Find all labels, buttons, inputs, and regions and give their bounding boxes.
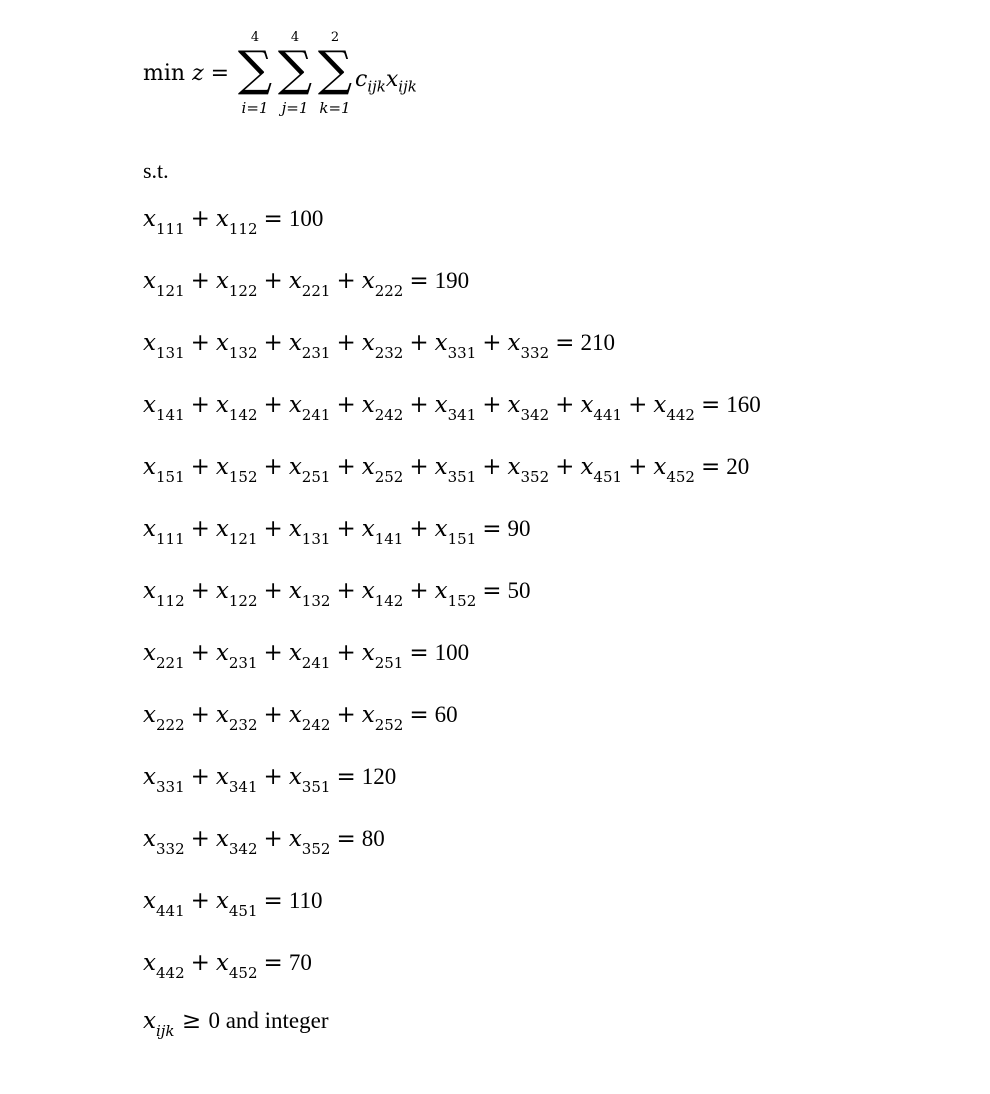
variable-term: $x_{452}$ xyxy=(215,950,258,982)
plus-sign: + xyxy=(409,392,429,418)
equals-sign: = xyxy=(409,702,429,728)
rhs-value: 190 xyxy=(434,268,470,293)
plus-sign: + xyxy=(336,702,356,728)
equals-sign: = xyxy=(263,950,283,976)
variable-term: $x_{442}$ xyxy=(143,950,185,982)
variable-term: $x_{442}$ xyxy=(653,392,695,424)
plus-sign: + xyxy=(190,268,210,294)
variable-term: $x_{222}$ xyxy=(143,702,185,734)
variable-term: $x_{151}$ xyxy=(143,454,185,486)
plus-sign: + xyxy=(409,578,429,604)
plus-sign: + xyxy=(482,454,502,480)
equals-sign: = xyxy=(482,516,502,542)
document-body xyxy=(143,30,943,1044)
variable-term: $x_{152}$ xyxy=(215,454,258,486)
equals-sign: = xyxy=(482,578,502,604)
plus-sign: + xyxy=(409,330,429,356)
variable-term: $x_{242}$ xyxy=(361,392,404,424)
sum-lower-limit: k=1 xyxy=(319,99,351,117)
sigma-symbol: ∑ xyxy=(237,41,273,97)
variable-term: $x_{441}$ xyxy=(580,392,623,424)
sum-over-k xyxy=(315,30,355,118)
rhs-value: 70 xyxy=(288,950,312,975)
subject-to-label: s.t. xyxy=(143,158,169,183)
equals-sign: = xyxy=(700,454,721,480)
plus-sign: + xyxy=(555,454,575,480)
plus-sign: + xyxy=(336,268,356,294)
equals-sign: = xyxy=(263,206,283,232)
sum-upper-limit: 2 xyxy=(330,30,340,45)
variable-term: $x_{241}$ xyxy=(288,640,331,672)
variable-term: $x_{451}$ xyxy=(215,888,258,920)
variable-term: $x_{142}$ xyxy=(361,578,404,610)
variable-term: $x_{451}$ xyxy=(580,454,623,486)
sum-lower-limit: i=1 xyxy=(241,99,269,117)
variable-term: $x_{122}$ xyxy=(215,268,258,300)
plus-sign: + xyxy=(190,764,210,790)
plus-sign: + xyxy=(190,330,210,356)
rhs-value: 100 xyxy=(434,640,470,665)
plus-sign: + xyxy=(628,392,648,418)
plus-sign: + xyxy=(628,454,648,480)
variable-term: $x_{111}$ xyxy=(143,206,185,238)
plus-sign: + xyxy=(263,454,283,480)
variable-term: $x_{232}$ xyxy=(361,330,404,362)
plus-sign: + xyxy=(190,454,210,480)
variable-term: $x_{111}$ xyxy=(143,516,185,548)
plus-sign: + xyxy=(190,950,210,976)
plus-sign: + xyxy=(336,454,356,480)
rhs-value: 60 xyxy=(434,702,458,727)
sum-lower-limit: j=1 xyxy=(281,99,309,117)
constraint-row xyxy=(143,638,943,700)
equals-sign: = xyxy=(409,640,429,666)
constraint-row xyxy=(143,824,943,886)
plus-sign: + xyxy=(263,516,283,542)
constraint-row xyxy=(143,948,943,1010)
plus-sign: + xyxy=(190,206,210,232)
variable-term: $x_{352}$ xyxy=(288,826,331,858)
plus-sign: + xyxy=(263,330,283,356)
constraint-row xyxy=(143,328,943,390)
rhs-value: 50 xyxy=(507,578,531,603)
plus-sign: + xyxy=(190,888,210,914)
variable-term: $x_{441}$ xyxy=(143,888,185,920)
variable-term: $x_{342}$ xyxy=(507,392,550,424)
rhs-value: 160 xyxy=(726,392,761,417)
constraint-row xyxy=(143,204,943,266)
plus-sign: + xyxy=(482,392,502,418)
variable-term: $x_{221}$ xyxy=(143,640,185,672)
variable-term: $x_{231}$ xyxy=(215,640,258,672)
constraint-row xyxy=(143,700,943,762)
plus-sign: + xyxy=(482,330,502,356)
nonnegativity-constraint: $x_{ijk} \ge 0$ and integer xyxy=(143,1008,329,1040)
plus-sign: + xyxy=(409,454,429,480)
plus-sign: + xyxy=(336,392,356,418)
variable-term: $x_{251}$ xyxy=(288,454,331,486)
variable-term: $x_{222}$ xyxy=(361,268,404,300)
variable-term: $x_{132}$ xyxy=(215,330,258,362)
variable-term: $x_{342}$ xyxy=(215,826,258,858)
variable-term: $x_{252}$ xyxy=(361,702,404,734)
variable-term: $x_{121}$ xyxy=(143,268,185,300)
sigma-symbol: ∑ xyxy=(277,41,313,97)
variable-term: $x_{131}$ xyxy=(143,330,185,362)
equals-sign: = xyxy=(263,888,283,914)
rhs-value: 80 xyxy=(361,826,385,851)
plus-sign: + xyxy=(336,578,356,604)
plus-sign: + xyxy=(190,826,210,852)
variable-term: $x_{141}$ xyxy=(361,516,404,548)
plus-sign: + xyxy=(190,392,210,418)
constraint-row xyxy=(143,514,943,576)
rhs-value: 110 xyxy=(288,888,323,913)
rhs-value: 210 xyxy=(580,330,615,355)
variable-term: $x_{341}$ xyxy=(434,392,477,424)
variable-term: $x_{131}$ xyxy=(288,516,331,548)
plus-sign: + xyxy=(190,578,210,604)
constraint-row xyxy=(143,576,943,638)
plus-sign: + xyxy=(190,702,210,728)
variable-term: $x_{242}$ xyxy=(288,702,331,734)
equals-sign: = xyxy=(700,392,721,418)
variable-term: $x_{122}$ xyxy=(215,578,258,610)
variable-term: $x_{332}$ xyxy=(507,330,550,362)
variable-term: $x_{142}$ xyxy=(215,392,258,424)
equals-sign: = xyxy=(409,268,429,294)
variable-term: $x_{351}$ xyxy=(288,764,331,796)
plus-sign: + xyxy=(263,268,283,294)
plus-sign: + xyxy=(336,516,356,542)
variable-term: $x_{232}$ xyxy=(215,702,258,734)
plus-sign: + xyxy=(263,702,283,728)
variable-term: $x_{241}$ xyxy=(288,392,331,424)
variable-term: $x_{251}$ xyxy=(361,640,404,672)
variable-term: $x_{351}$ xyxy=(434,454,477,486)
variable-term: $x_{221}$ xyxy=(288,268,331,300)
constraint-row xyxy=(143,390,943,452)
rhs-value: 120 xyxy=(361,764,397,789)
plus-sign: + xyxy=(190,640,210,666)
plus-sign: + xyxy=(336,640,356,666)
sigma-symbol: ∑ xyxy=(317,41,353,97)
objective-prefix: min z = xyxy=(143,61,230,86)
plus-sign: + xyxy=(555,392,575,418)
constraint-row xyxy=(143,452,943,514)
constraint-row xyxy=(143,266,943,328)
plus-sign: + xyxy=(263,392,283,418)
sum-over-j xyxy=(275,30,315,118)
plus-sign: + xyxy=(263,826,283,852)
variable-term: $x_{112}$ xyxy=(143,578,185,610)
sum-upper-limit: 4 xyxy=(290,30,300,45)
variable-term: $x_{452}$ xyxy=(653,454,695,486)
objective-function xyxy=(143,30,943,130)
variable-term: $x_{341}$ xyxy=(215,764,258,796)
plus-sign: + xyxy=(336,330,356,356)
variable-term: $x_{352}$ xyxy=(507,454,550,486)
sum-upper-limit: 4 xyxy=(250,30,260,45)
plus-sign: + xyxy=(409,516,429,542)
equals-sign: = xyxy=(336,826,356,852)
variable-term: $x_{151}$ xyxy=(434,516,477,548)
objective-term: $c_{ijk}x_{ijk}$ xyxy=(355,67,417,96)
variable-term: $x_{332}$ xyxy=(143,826,185,858)
rhs-value: 100 xyxy=(288,206,324,231)
sum-over-i xyxy=(235,30,275,118)
variable-term: $x_{112}$ xyxy=(215,206,258,238)
rhs-value: 90 xyxy=(507,516,531,541)
variable-term: $x_{132}$ xyxy=(288,578,331,610)
variable-term: $x_{331}$ xyxy=(434,330,477,362)
plus-sign: + xyxy=(263,578,283,604)
constraint-row xyxy=(143,762,943,824)
variable-term: $x_{331}$ xyxy=(143,764,185,796)
variable-term: $x_{231}$ xyxy=(288,330,331,362)
rhs-value: 20 xyxy=(726,454,750,479)
plus-sign: + xyxy=(263,640,283,666)
equals-sign: = xyxy=(336,764,356,790)
variable-term: $x_{141}$ xyxy=(143,392,185,424)
plus-sign: + xyxy=(190,516,210,542)
variable-term: $x_{121}$ xyxy=(215,516,258,548)
equals-sign: = xyxy=(555,330,575,356)
variable-term: $x_{152}$ xyxy=(434,578,477,610)
constraint-list xyxy=(143,204,943,1010)
constraint-row xyxy=(143,886,943,948)
plus-sign: + xyxy=(263,764,283,790)
variable-term: $x_{252}$ xyxy=(361,454,404,486)
